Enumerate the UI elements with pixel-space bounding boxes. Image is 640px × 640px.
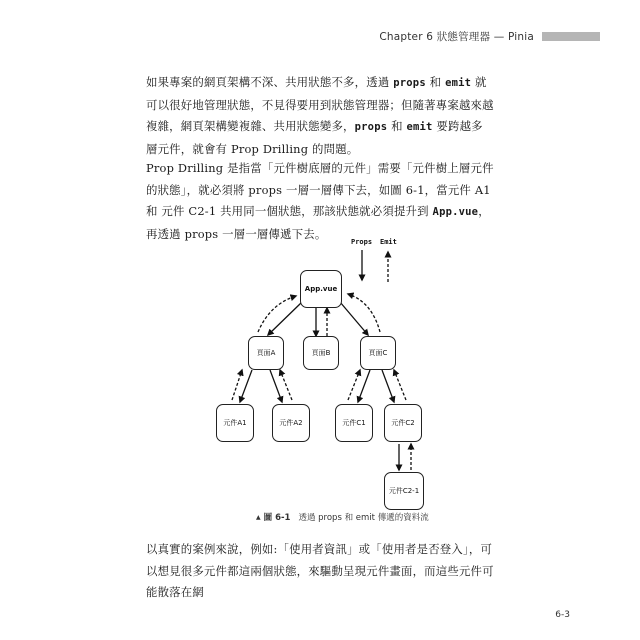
props-arrow-pagea-a2 (270, 370, 282, 402)
emit-arrow-c2-pagec (394, 370, 406, 400)
props-arrow-pagec-c1 (358, 370, 370, 402)
inline-code: emit (445, 77, 472, 89)
text-run: 和 (387, 119, 407, 134)
running-header (379, 29, 600, 44)
node-component-a1: 元件A1 (216, 404, 254, 442)
caption-number: 圖 6-1 (263, 513, 291, 523)
text-run: 就可以很好地管理狀態，不見得要用到狀態管理器；但隨著專案越來越複雜，網頁架構變複雜、共用狀態變多， (146, 75, 494, 134)
props-arrow-pagea-a1 (240, 370, 252, 402)
paragraph-3-text: 以真實的案例來說，例如:「使用者資訊」或「使用者是否登入」，可以想見很多元件都這兩個狀態，來驅動呈現元件畫面，而這些元件可能散落在網 (146, 542, 494, 600)
node-component-c1: 元件C1 (335, 404, 373, 442)
inline-code: props (393, 77, 426, 89)
props-arrow-app-pagea (268, 302, 302, 335)
node-app-vue: App.vue (300, 270, 342, 308)
page-number: 6-3 (555, 610, 570, 620)
node-component-c2: 元件C2 (384, 404, 422, 442)
text-run: 如果專案的網頁架構不深、共用狀態不多，透過 (146, 75, 394, 89)
node-page-b: 頁面B (303, 336, 339, 370)
paragraph-3 (146, 539, 494, 604)
node-page-c: 頁面C (360, 336, 396, 370)
text-run: 和 (425, 75, 446, 89)
figure-caption (256, 511, 429, 523)
props-arrow-pagec-c2 (382, 370, 394, 402)
inline-code: emit (406, 121, 433, 134)
text-run: ，再透過 props 一層一層傳遞下去。 (146, 204, 490, 241)
paragraph-1 (146, 72, 494, 160)
emit-arrow-pagec-app (348, 294, 380, 332)
caption-text: 透過 props 和 emit 傳遞的資料流 (298, 513, 429, 523)
text-run: Prop Drilling 是指當「元件樹底層的元件」需要「元件樹上層元件的狀態」，就必須將 props 一層一層傳下去，如圖 6-1，當元件 A1 和 元件 C2-1 共用同一個狀態，那該狀態就必須提升到 (146, 161, 494, 219)
caption-marker: ▲ (256, 514, 261, 521)
node-component-a2: 元件A2 (272, 404, 310, 442)
node-component-c2-1: 元件C2-1 (384, 472, 424, 510)
inline-code: props (354, 121, 388, 134)
props-arrow-app-pagec (340, 302, 368, 335)
emit-arrow-c1-pagec (348, 370, 360, 400)
emit-arrow-a2-pagea (280, 370, 292, 400)
text-run: 要跨越多層元件，就會有 Prop Drilling 的問題。 (146, 119, 483, 156)
inline-code: App.vue (432, 206, 479, 219)
data-flow-diagram (200, 232, 460, 512)
emit-arrow-a1-pagea (232, 370, 242, 400)
node-page-a: 頁面A (248, 336, 284, 370)
header-title: Chapter 6 狀態管理器 — Pinia (379, 31, 534, 43)
header-bar (542, 32, 600, 41)
legend-props-label: Props (351, 238, 373, 246)
legend-emit-label: Emit (380, 238, 397, 246)
